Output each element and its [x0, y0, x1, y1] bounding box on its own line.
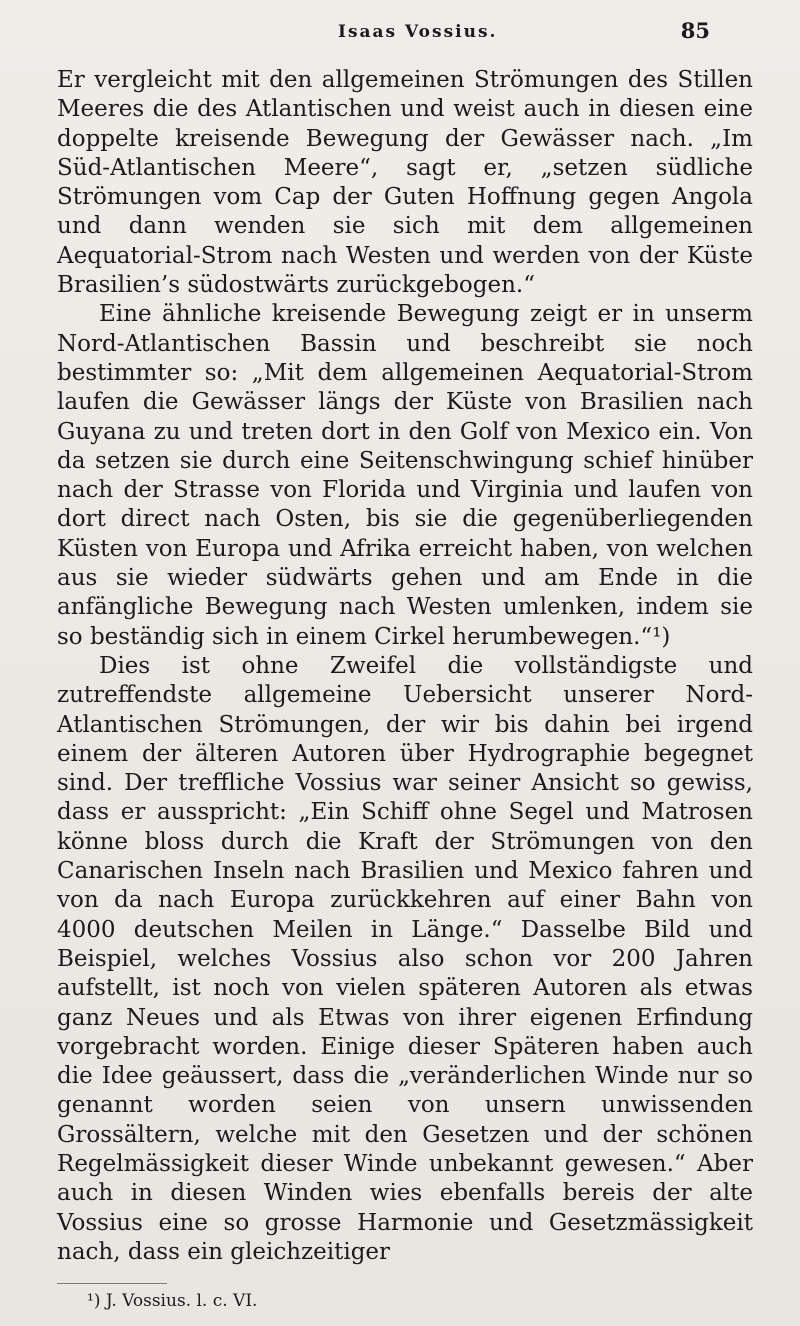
paragraph-3: Dies ist ohne Zweifel die vollständigste und zutreffendste allgemeine Uebersicht unserer Nord-Atlantischen Strömungen, der wir bis dahin bei irgend einem der älteren Autoren über Hydrographie begegnet sind. Der treffliche Vossius war seiner Ansicht so gewiss, dass er ausspricht: „Ein Schiff ohne Segel und Matrosen könne bloss durch die Kraft der Strömungen von den Canarischen Inseln nach Brasilien und Mexico fahren und von da nach Europa zurückkehren auf einer Bahn von 4000 deutschen Meilen in Länge.“ Dasselbe Bild und Beispiel, welches Vossius also schon vor 200 Jahren aufstellt, ist noch von vielen späteren Autoren als etwas ganz Neues und als Etwas von ihrer eigenen Erfindung vorgebracht worden. Einige dieser Späteren haben auch die Idee geäussert, dass die „veränderlichen Winde nur so genannt worden seien von unsern unwissenden Grossältern, welche mit den Gesetzen und der schönen Regelmässigkeit dieser Winde unbekannt gewesen.“ Aber auch in diesen Winden wies ebenfalls bereis der alte Vossius eine so grosse Harmonie und Gesetzmässigkeit nach, dass ein gleichzeitiger: [57, 652, 753, 1265]
footnote: ¹) J. Vossius. l. c. VI.: [87, 1291, 258, 1311]
body-text: [57, 66, 753, 1267]
running-title: Isaas Vossius.: [338, 22, 498, 42]
page-number: 85: [680, 18, 710, 43]
paragraph-2: Eine ähnliche kreisende Bewegung zeigt er in unserm Nord-Atlantischen Bassin und beschreibt sie noch bestimmter so: „Mit dem allgemeinen Aequatorial-Strom laufen die Gewässer längs der Küste von Brasilien nach Guyana zu und treten dort in den Golf von Mexico ein. Von da setzen sie durch eine Seitenschwingung schief hinüber nach der Strasse von Florida und Virginia und laufen von dort direct nach Osten, bis sie die gegenüberliegenden Küsten von Europa und Afrika erreicht haben, von welchen aus sie wieder südwärts gehen und am Ende in die anfängliche Bewegung nach Westen umlenken, indem sie so beständig sich in einem Cirkel herumbewegen.“¹): [57, 301, 753, 650]
footnote-divider: [57, 1283, 167, 1284]
paragraph-1: Er vergleicht mit den allgemeinen Strömungen des Stillen Meeres die des Atlantischen und weist auch in diesen eine doppelte kreisende Bewegung der Gewässer nach. „Im Süd-Atlantischen Meere“, sagt er, „setzen südliche Strömungen vom Cap der Guten Hoffnung gegen Angola und dann wenden sie sich mit dem allgemeinen Aequatorial-Strom nach Westen und werden von der Küste Brasilien’s südostwärts zurückgebogen.“: [57, 67, 753, 299]
page-header: [0, 10, 800, 46]
